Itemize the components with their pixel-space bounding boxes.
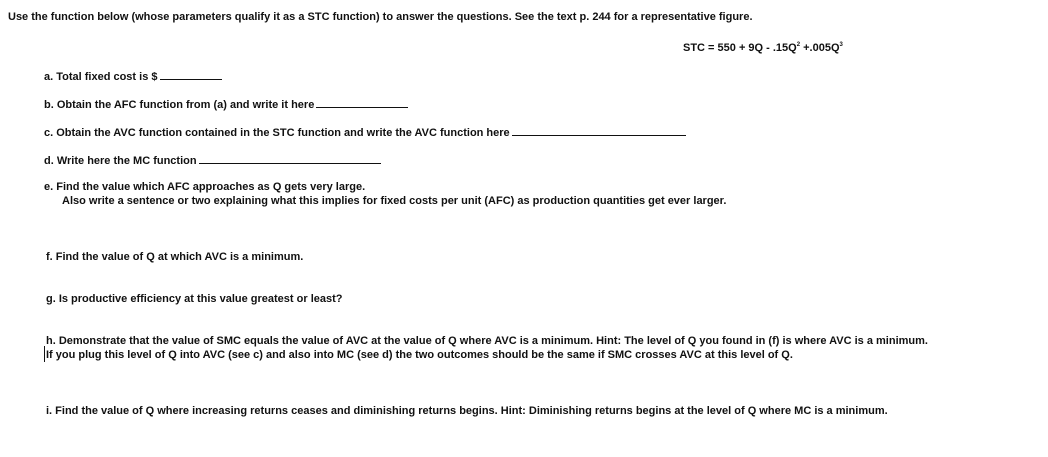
- text-cursor: [44, 346, 45, 362]
- question-e-line1: e. Find the value which AFC approaches as Q gets very large.: [44, 181, 366, 193]
- equation-lhs: STC: [683, 42, 705, 54]
- question-e-line2: Also write a sentence or two explaining what this implies for fixed costs per unit (AFC) as production quantities get ever larger.: [62, 195, 727, 207]
- question-h-line2: If you plug this level of Q into AVC (see c) and also into MC (see d) the two outcomes should be the same if SMC crosses AVC at this level of Q.: [46, 349, 793, 361]
- exponent-2: 2: [796, 42, 801, 48]
- answer-blank-c[interactable]: [512, 125, 686, 136]
- question-d-text: d. Write here the MC function: [44, 155, 197, 167]
- question-d: [44, 153, 381, 168]
- question-h-line1: h. Demonstrate that the value of SMC equals the value of AVC at the value of Q where AVC is a minimum. Hint: The level of Q you found in (f) is where AVC is a minimum.: [46, 335, 928, 347]
- stc-equation: [683, 42, 843, 55]
- question-a: [44, 69, 222, 84]
- answer-blank-a[interactable]: [160, 69, 222, 80]
- equation-terms: = 550 + 9Q - .15Q: [705, 42, 797, 54]
- answer-blank-b[interactable]: [316, 97, 408, 108]
- question-c: [44, 125, 686, 140]
- exponent-3: 3: [839, 42, 843, 48]
- question-b: [44, 97, 408, 112]
- answer-blank-d[interactable]: [199, 153, 381, 164]
- question-f: f. Find the value of Q at which AVC is a minimum.: [46, 251, 304, 263]
- question-c-text: c. Obtain the AVC function contained in the STC function and write the AVC function here: [44, 127, 510, 139]
- equation-cubic-term: +.005Q: [800, 42, 840, 54]
- question-g: g. Is productive efficiency at this value greatest or least?: [46, 293, 343, 305]
- question-b-text: b. Obtain the AFC function from (a) and write it here: [44, 99, 315, 111]
- intro-text: Use the function below (whose parameters qualify it as a STC function) to answer the questions. See the text p. 244 for a representative figure.: [8, 11, 753, 23]
- question-a-text: a. Total fixed cost is $: [44, 71, 158, 83]
- question-i: i. Find the value of Q where increasing returns ceases and diminishing returns begins. Hint: Diminishing returns begins at the level of Q where MC is a minimum.: [46, 405, 888, 417]
